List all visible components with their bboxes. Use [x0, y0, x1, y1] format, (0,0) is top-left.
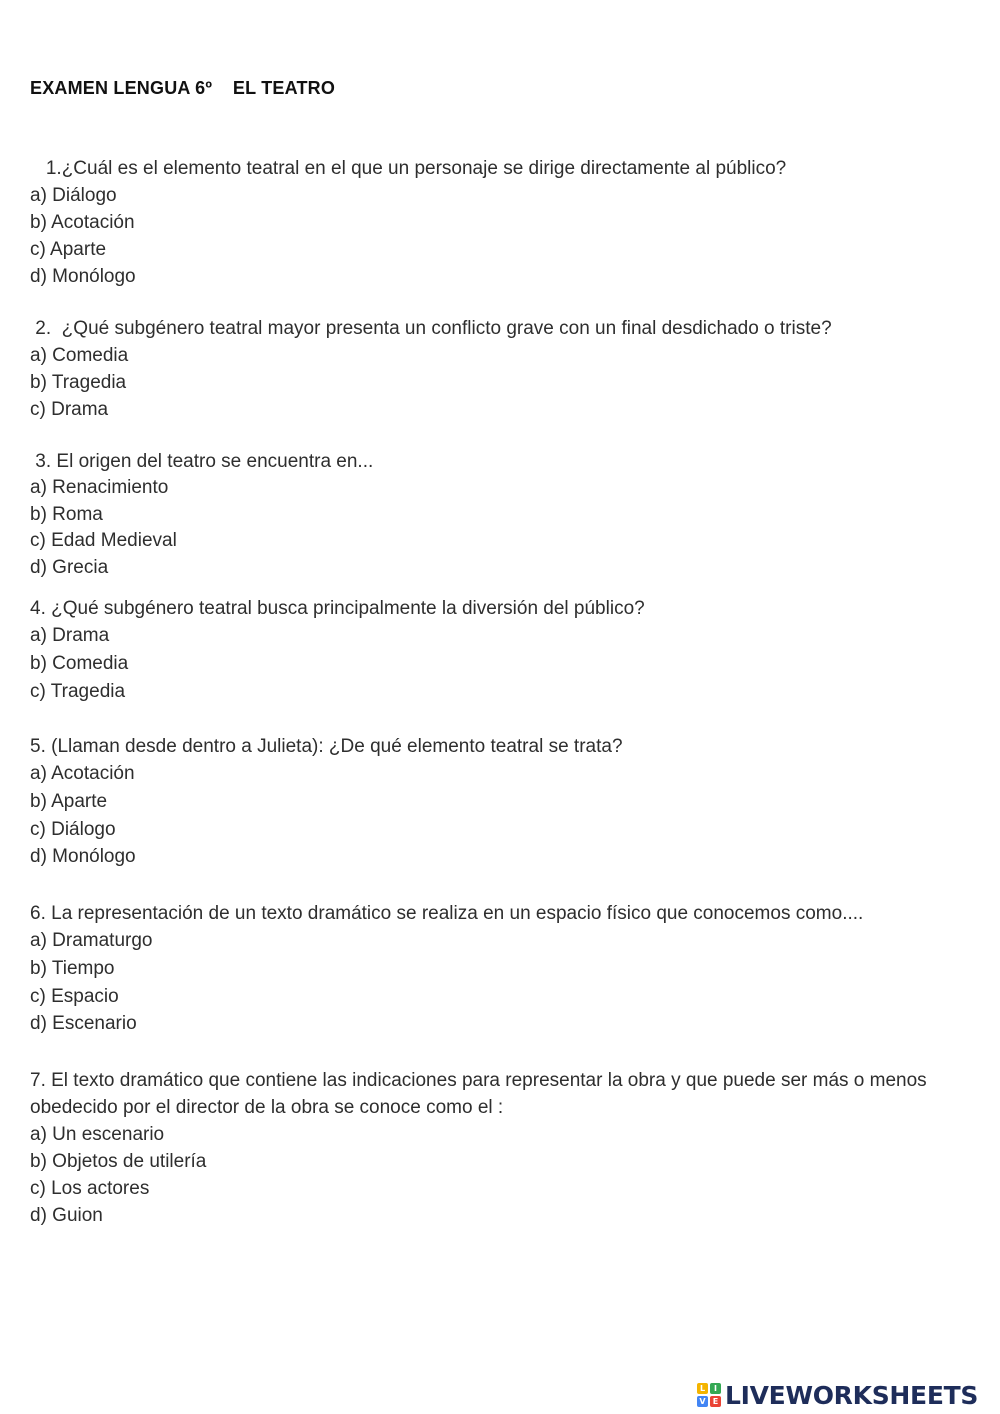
option-b[interactable]: b) Tragedia: [30, 372, 127, 393]
question-text: 1.¿Cuál es el elemento teatral en el que un personaje se dirige directamente al público?: [30, 158, 787, 179]
option-b[interactable]: b) Aparte: [30, 790, 108, 812]
liveworksheets-logo: [697, 1380, 978, 1410]
option-c[interactable]: c) Tragedia: [30, 680, 126, 702]
option-d[interactable]: d) Escenario: [30, 1013, 137, 1035]
option-a[interactable]: a) Un escenario: [30, 1124, 165, 1145]
question-2: [30, 315, 995, 423]
question-text: 3. El origen del teatro se encuentra en...: [30, 451, 374, 472]
option-d[interactable]: d) Guion: [30, 1205, 103, 1226]
option-a[interactable]: a) Dramaturgo: [30, 930, 153, 951]
question-4: [30, 595, 995, 705]
option-b[interactable]: b) Objetos de utilería: [30, 1151, 207, 1172]
option-d[interactable]: d) Grecia: [30, 557, 109, 579]
option-c[interactable]: c) Edad Medieval: [30, 530, 177, 552]
question-5: [30, 733, 995, 871]
option-a[interactable]: a) Renacimiento: [30, 477, 169, 498]
option-b[interactable]: b) Tiempo: [30, 957, 115, 979]
option-c[interactable]: c) Diálogo: [30, 818, 116, 840]
logo-tile-e: E: [710, 1396, 721, 1407]
option-c[interactable]: c) Los actores: [30, 1178, 150, 1199]
option-b[interactable]: b) Comedia: [30, 652, 129, 674]
question-3: [30, 448, 995, 582]
question-7: [30, 1067, 995, 1229]
brand-wordmark: LIVEWORKSHEETS: [725, 1380, 979, 1410]
liveworksheets-mark-icon: [697, 1383, 721, 1407]
logo-tile-l: L: [697, 1383, 708, 1394]
option-a[interactable]: a) Diálogo: [30, 185, 117, 206]
option-a[interactable]: a) Comedia: [30, 345, 129, 366]
option-b[interactable]: b) Roma: [30, 503, 103, 525]
option-a[interactable]: a) Acotación: [30, 763, 135, 784]
question-text: 6. La representación de un texto dramático se realiza en un espacio físico que conocemos como....: [30, 903, 864, 924]
page-title: EXAMEN LENGUA 6º EL TEATRO: [30, 78, 336, 98]
question-text: 2. ¿Qué subgénero teatral mayor presenta un conflicto grave con un final desdichado o triste?: [30, 318, 832, 339]
question-6: [30, 900, 995, 1038]
option-d[interactable]: d) Monólogo: [30, 266, 136, 287]
option-b[interactable]: b) Acotación: [30, 212, 135, 233]
option-c[interactable]: c) Drama: [30, 399, 109, 420]
option-c[interactable]: c) Aparte: [30, 239, 107, 260]
question-1: [30, 155, 995, 290]
logo-tile-v: V: [697, 1396, 708, 1407]
question-text: 7. El texto dramático que contiene las indicaciones para representar la obra y que puede ser más o menos obedecido por el director de la obra se conoce como el :: [30, 1070, 932, 1118]
option-d[interactable]: d) Monólogo: [30, 846, 136, 868]
option-c[interactable]: c) Espacio: [30, 985, 119, 1007]
logo-tile-i: I: [710, 1383, 721, 1394]
question-text: 4. ¿Qué subgénero teatral busca principalmente la diversión del público?: [30, 598, 645, 619]
option-a[interactable]: a) Drama: [30, 625, 110, 646]
question-text: 5. (Llaman desde dentro a Julieta): ¿De qué elemento teatral se trata?: [30, 736, 623, 757]
